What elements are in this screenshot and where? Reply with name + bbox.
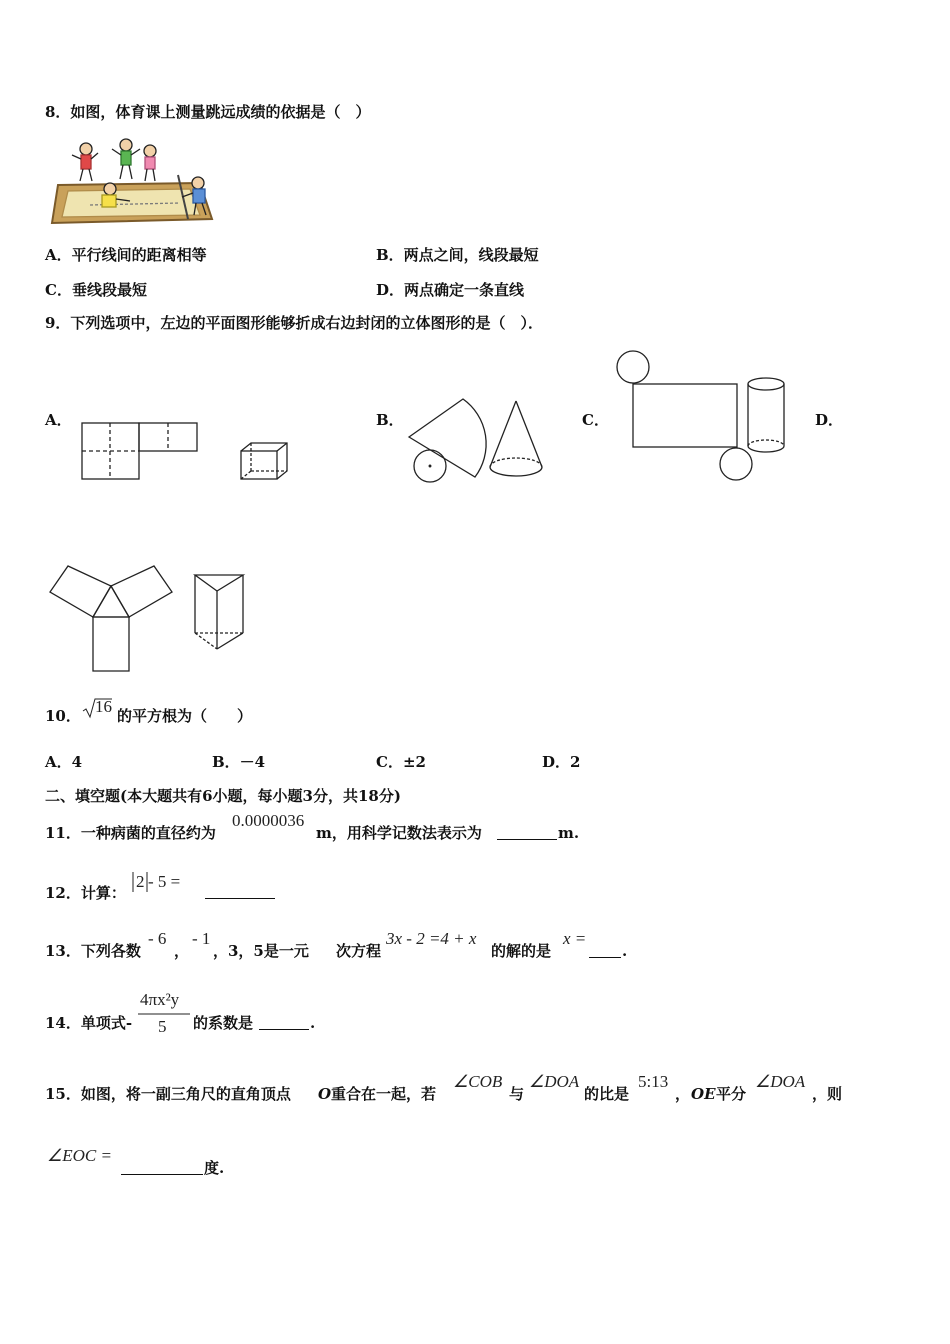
q14-fraction-bar [138,1013,190,1015]
q11-answer-blank[interactable] [497,825,557,840]
q15-ratio: 5:13 [638,1072,669,1091]
q9-c-cylinder-figure [746,375,788,457]
q12-answer-blank[interactable] [205,884,275,899]
q9-label-d: D． [815,411,844,429]
q9-label-b: B． [376,411,404,429]
q13-separator: ， [174,942,190,960]
q14-answer-blank[interactable] [259,1015,309,1030]
q9-a-cube-figure [239,441,289,481]
q8-option-d: D．两点确定一条直线 [376,281,525,299]
q11-prefix: 11．一种病菌的直径约为 [45,824,216,842]
q15-angle-doa-2: ∠DOA [755,1072,806,1091]
q15-middle: 重合在一起，若 [331,1085,437,1103]
q15-angle-doa: ∠DOA [529,1072,580,1091]
q9-d-prism-figure [193,573,247,653]
q14-suffix: 的系数是 [193,1014,254,1032]
long-jump-illustration [50,135,220,227]
q13-prefix: 13．下列各数 [45,942,141,960]
q8-option-a: A．平行线间的距离相等 [45,246,207,264]
q10-option-c: C．±2 [376,753,426,771]
q13-rest-2: 次方程 [336,942,382,960]
q15-comma: ， [675,1085,691,1103]
q13-equation: 3x - 2 =4 + x [386,929,477,948]
q11-suffix: m. [558,824,580,842]
q10-option-d: D．2 [542,753,581,771]
q14-denominator: 5 [158,1017,167,1036]
q15-ratio-text: 的比是 [584,1085,630,1103]
q9-c-cylinder-net-figure [614,349,754,483]
q9-label-c: C． [582,411,609,429]
q12-expression: - 5 = [148,872,181,891]
q13-suffix: 的解的是 [491,942,552,960]
q12-abs-value: 2 [136,872,145,891]
q9-stem: 9．下列选项中，左边的平面图形能够折成右边封闭的立体图形的是（ ）． [45,314,543,332]
q10-option-a: A．4 [45,753,83,771]
q10-number: 10． [45,707,81,725]
q10-stem: 的平方根为（ ） [117,707,253,725]
q15-point-o: O [318,1085,332,1103]
q9-d-prism-net-figure [48,564,174,674]
q15-and: 与 [509,1085,525,1103]
q10-option-b: B．－4 [212,753,266,771]
q15-bisect: 平分 [716,1085,747,1103]
q15-oe: OE [691,1085,716,1103]
q11-number: 0.0000036 [232,811,305,830]
q15-answer-blank[interactable] [121,1160,203,1175]
q13-rest: ，3，5是一元 [213,942,309,960]
q14-end: . [310,1014,316,1032]
q11-middle: m，用科学记数法表示为 [316,824,482,842]
q13-x-equals: x = [563,929,587,948]
q9-label-a: A． [45,411,72,429]
q14-numerator: 4πx²y [140,990,180,1009]
q13-number-2: - 1 [192,929,211,948]
q8-option-c: C．垂线段最短 [45,281,147,299]
q15-angle-cob: ∠COB [453,1072,503,1091]
q15-then: ，则 [812,1085,843,1103]
q9-b-sector-net-figure [405,397,485,483]
q15-angle-eoc: ∠EOC = [47,1146,112,1165]
q9-a-net-figure [80,421,200,481]
q15-prefix: 15．如图，将一副三角尺的直角顶点 [45,1085,291,1103]
q15-unit: 度. [204,1159,225,1177]
q8-stem: 8．如图，体育课上测量跳远成绩的依据是（ ） [45,103,371,121]
q13-end: . [622,942,628,960]
q13-answer-blank[interactable] [589,943,621,958]
q10-radicand: 16 [95,697,112,716]
q14-prefix: 14．单项式- [45,1014,133,1032]
section-heading-fill-in: 二、填空题(本大题共有6小题，每小题3分，共18分) [45,787,401,805]
q13-number-1: - 6 [148,929,167,948]
q9-b-cone-figure [487,399,547,483]
q8-option-b: B．两点之间，线段最短 [376,246,539,264]
q12-prefix: 12．计算： [45,884,126,902]
